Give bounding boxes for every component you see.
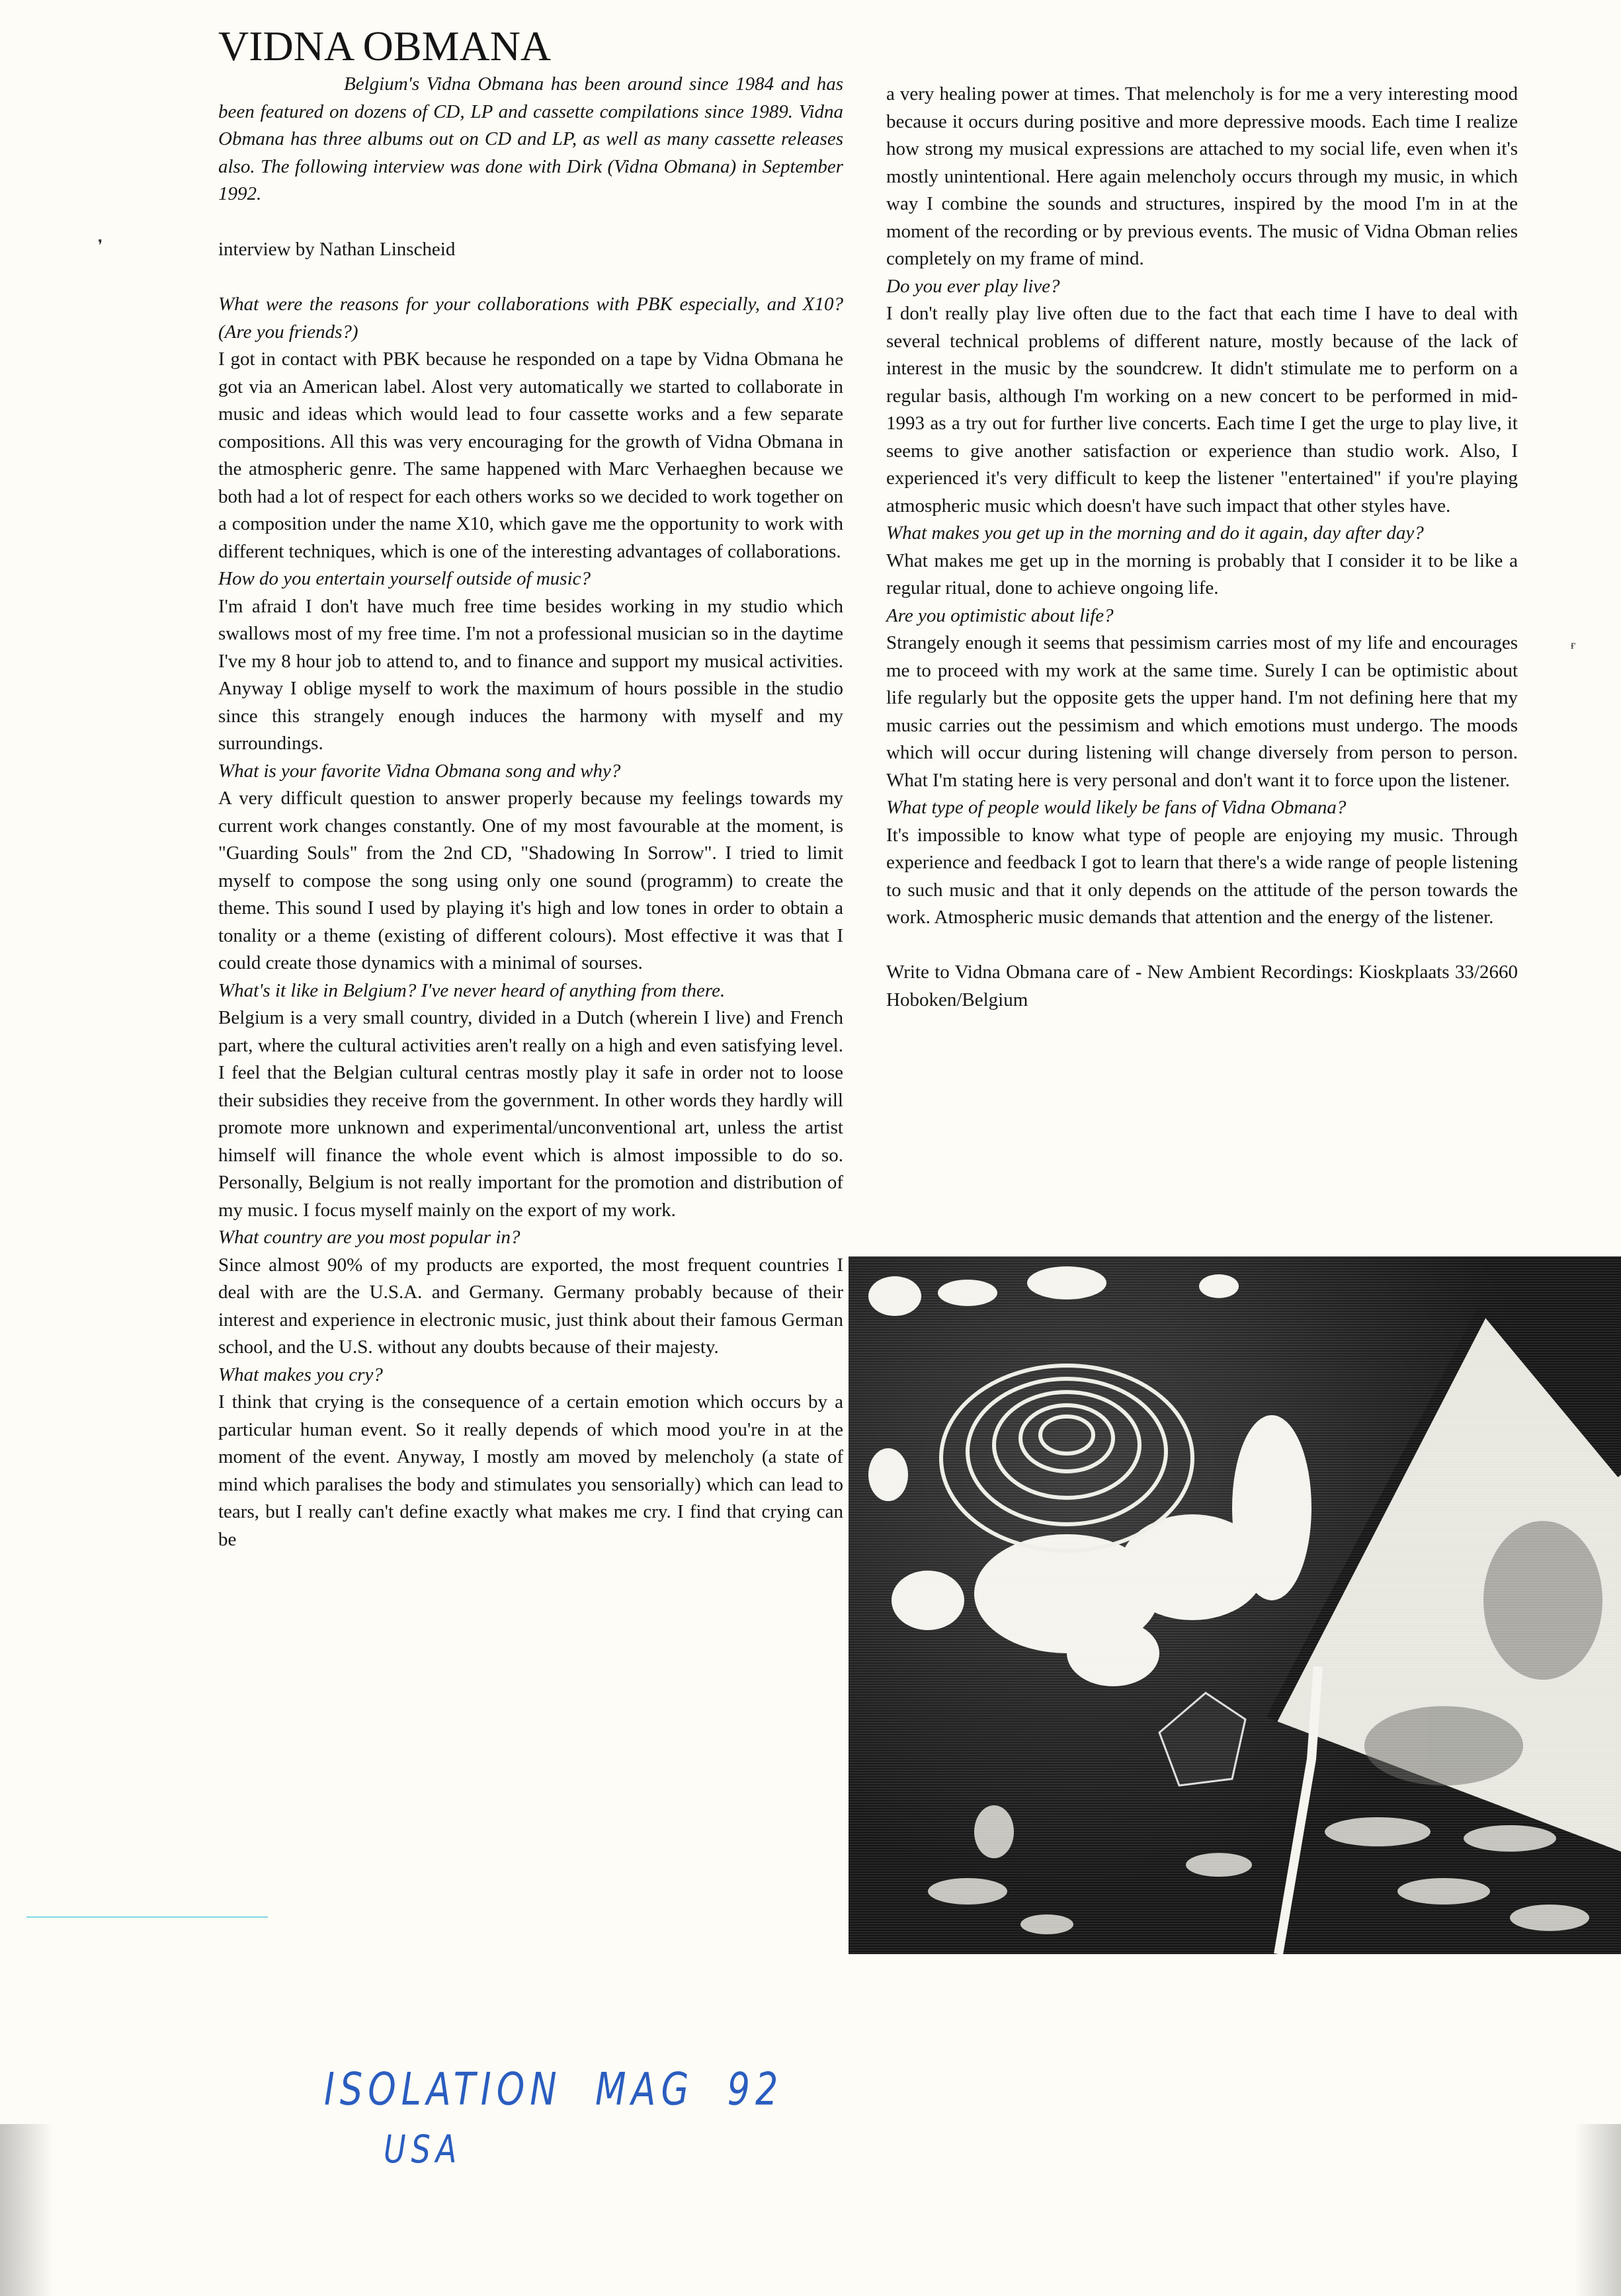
qa-block	[218, 758, 843, 977]
question: Are you optimistic about life?	[886, 604, 1114, 626]
article-intro: Belgium's Vidna Obmana has been around since 1984 and has been featured on dozens of CD, LP and cassette compilations since 1989. Vidna Obmana has three albums out on CD and LP, as well as many cassette releases also. The following interview was done with Dirk (Vidna Obmana) in September 1992.	[218, 73, 843, 204]
article-title: VIDNA OBMANA	[218, 22, 552, 69]
byline: interview by Nathan Linscheid	[218, 238, 456, 260]
qa-block	[886, 273, 1518, 520]
qa-block	[886, 520, 1518, 602]
qa-block	[886, 794, 1518, 932]
question: What type of people would likely be fans of Vidna Obmana?	[886, 797, 1347, 818]
question: What makes you get up in the morning and do it again, day after day?	[886, 522, 1424, 544]
right-column	[886, 81, 1518, 1014]
question: What makes you cry?	[218, 1364, 383, 1385]
left-column	[218, 71, 843, 1553]
qa-block	[218, 565, 843, 758]
answer: I don't really play live often due to the fact that each time I have to deal with several technical problems of different nature, mostly because of the lack of interest in the music by the soundcrew. It didn't stimulate me to perform on a regular basis, although I'm working on a new concert to be performed in mid-1993 as a try out for further live concerts. Each time I get the urge to play live, it seems to give another satisfaction or experience than studio work. Also, I experienced it's very difficult to keep the listener "entertained" if you're playing atmospheric music which doesn't have such impact that other styles have.	[886, 303, 1518, 516]
answer: Since almost 90% of my products are exported, the most frequent countries I deal with are the U.S.A. and Germany. Germany probably because of their interest and experience in electronic music, just think about their famous German school, and the U.S. without any doubts because of their majesty.	[218, 1254, 843, 1358]
qa-block	[886, 602, 1518, 795]
question: What country are you most popular in?	[218, 1227, 520, 1248]
scan-shadow-right	[1575, 2124, 1621, 2296]
answer: I think that crying is the consequence of a certain emotion which occurs by a particular human event. So it really depends of which mood you're in at the moment of the event. Anyway, I mostly am moved by melencholy (a state of mind which paralises the body and stimulates you sensorially) which can lead to tears, but I really can't define exactly what makes me cry. I find that crying can be	[218, 1391, 843, 1550]
question: What's it like in Belgium? I've never heard of anything from there.	[218, 979, 726, 1001]
answer: Strangely enough it seems that pessimism carries most of my life and encourages me to proceed with my work at the same time. Surely I can be optimistic about life regularly but the opposite gets the upper hand. I'm not defining here that my music carries out the pessimism and which emotions must undergo. The moods which will occur during listening will change diversely from person to person. What I'm stating here is very personal and don't want it to force upon the listener.	[886, 632, 1518, 791]
qa-block	[218, 1362, 843, 1554]
handwritten-country: USA	[384, 2127, 462, 2172]
handwritten-note	[324, 2063, 783, 2172]
article-photo	[849, 1256, 1621, 1954]
question: Do you ever play live?	[886, 275, 1060, 297]
scan-shadow-left	[0, 2124, 53, 2296]
scanline-overlay	[849, 1256, 1621, 1954]
answer-continuation: a very healing power at times. That melencholy is for me a very interesting mood because it occurs during positive and more depressive moods. Each time I realize how strong my musical expressions are attached to my social life, even when it's mostly unintentional. Here again melencholy occurs through my music, in which way I combine the sounds and structures, inspired by the mood I'm in at the moment of the recording or by previous events. The music of Vidna Obman relies completely on my frame of mind.	[886, 83, 1518, 269]
stray-highlighter-line	[26, 1916, 268, 1918]
answer: It's impossible to know what type of people are enjoying my music. Through experience and feedback I got to learn that there's a wide range of people listening to such music and that it only depends on the attitude of the person towards the work. Atmospheric music demands that attention and the energy of the listener.	[886, 824, 1518, 928]
qa-block	[218, 977, 843, 1225]
question: What were the reasons for your collaborations with PBK especially, and X10? (Are you friends?)	[218, 294, 843, 343]
scan-speck: ❜	[98, 237, 103, 253]
photo-artwork	[849, 1256, 1621, 1954]
answer: What makes me get up in the morning is probably that I consider it to be like a regular ritual, done to achieve ongoing life.	[886, 550, 1518, 598]
question: How do you entertain yourself outside of music?	[218, 568, 591, 589]
contact-address: Write to Vidna Obmana care of - New Ambient Recordings: Kioskplaats 33/2660 Hoboken/Belgium	[886, 962, 1518, 1010]
qa-block	[218, 1224, 843, 1362]
spacer	[886, 932, 1518, 960]
question: What is your favorite Vidna Obmana song and why?	[218, 760, 621, 782]
answer: A very difficult question to answer properly because my feelings towards my current work changes constantly. One of my most favourable at the moment, is "Guarding Souls" from the 2nd CD, "Shadowing In Sorrow". I tried to limit myself to compose the song using only one sound (programm) to create the theme. This sound I used by playing it's high and low tones in order to obtain a tonality or a theme (existing of different colours). Most effective it was that I could create those dynamics with a minimal of sourses.	[218, 788, 843, 973]
answer: Belgium is a very small country, divided in a Dutch (wherein I live) and French part, where the cultural activities aren't really on a high and even satisfying level. I feel that the Belgian cultural centras mostly play it safe in order not to loose their subsidies they receive from the government. In other words they hardly will promote more unknown and experimental/unconventional art, unless the artist himself will finance the whole event which is almost impossible to do so. Personally, Belgium is not really important for the promotion and distribution of my music. I focus myself mainly on the export of my work.	[218, 1007, 843, 1221]
scan-speck: ғ	[1571, 638, 1576, 651]
qa-block	[218, 291, 843, 565]
answer: I got in contact with PBK because he responded on a tape by Vidna Obmana he got via an American label. Alost very automatically we started to collaborate in music and ideas which would lead to four cassette works and a few separate compositions. All this was very encouraging for the growth of Vidna Obmana in the atmospheric genre. The same happened with Marc Verhaeghen because we both had a lot of respect for each others works so we decided to work together on a composition under the name X10, which gave me the opportunity to work with different techniques, which is one of the interesting advantages of collaborations.	[218, 348, 843, 562]
answer: I'm afraid I don't have much free time besides working in my studio which swallows most of my free time. I'm not a professional musician so in the daytime I've my 8 hour job to attend to, and to finance and support my musical activities. Anyway I oblige myself to work the maximum of hours possible in the studio since this strangely enough induces the harmony with myself and my surroundings.	[218, 595, 843, 754]
handwritten-source: ISOLATION MAG 92	[324, 2063, 784, 2115]
